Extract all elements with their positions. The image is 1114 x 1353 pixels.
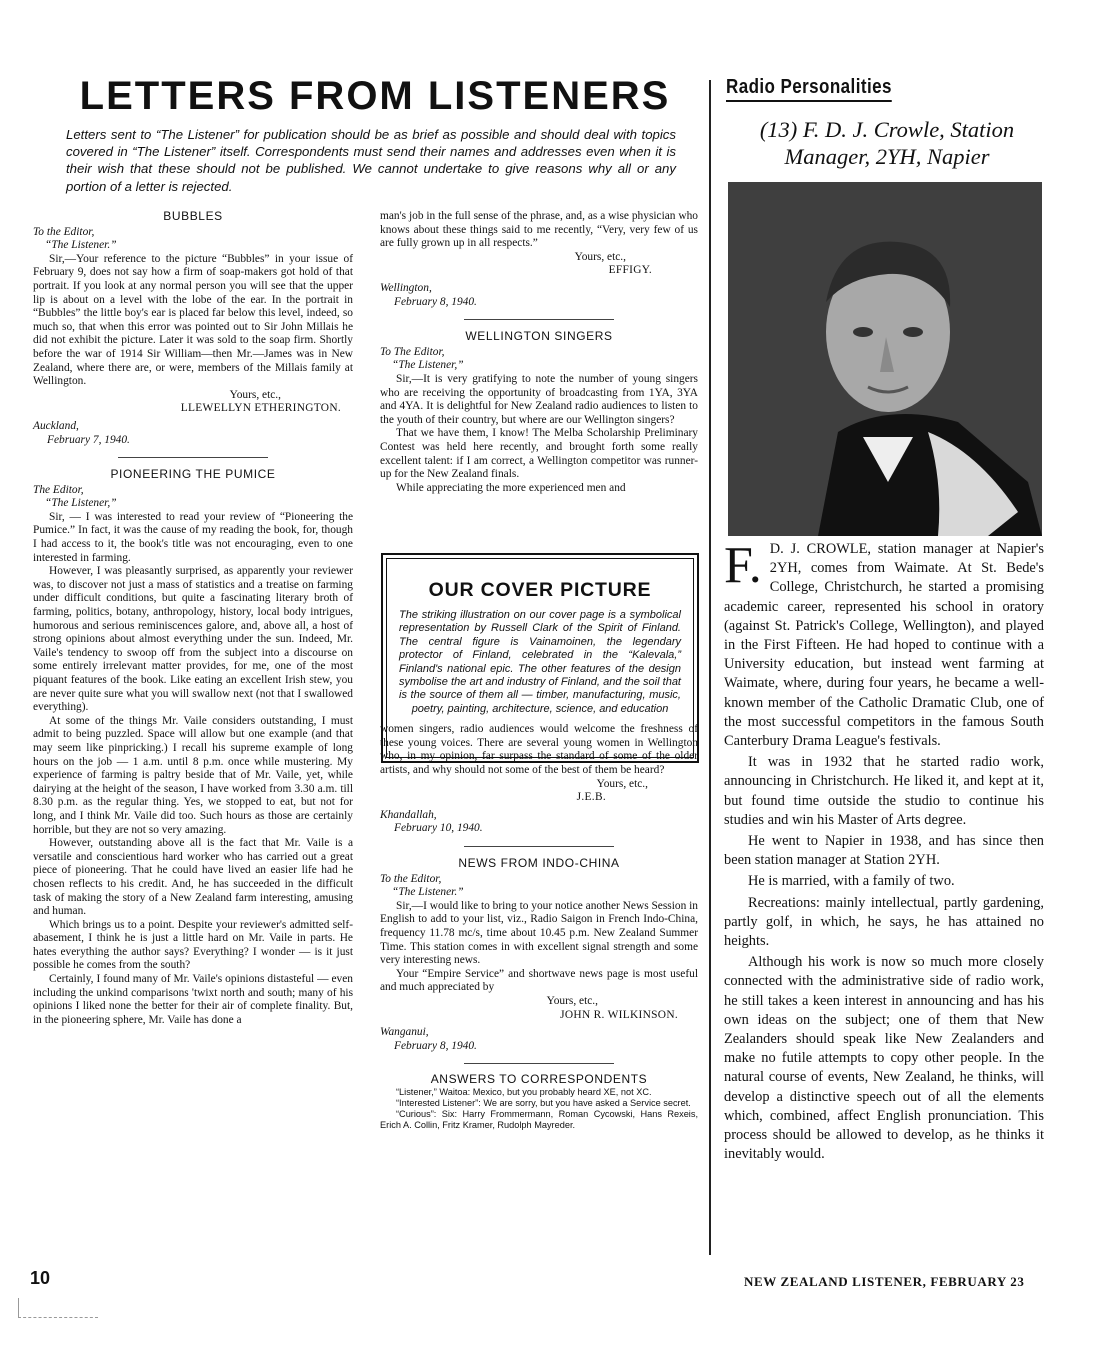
answers-section: [380, 1074, 698, 1131]
letter-paragraph: Sir,—I would like to bring to your notice another News Session in English to add to your list, viz., Radio Saigon in French Indo-China, frequency 11.78 mc/s, time about 10.45 p.m. New Zealand Summer Time. This station comes in with excellent signal strength and some very interesting news.: [380, 899, 698, 967]
letter-indochina: [380, 857, 698, 1053]
letter-heading: BUBBLES: [163, 209, 223, 223]
sign-off: Yours, etc.,: [574, 250, 626, 263]
letter-paragraph: However, I was pleasantly surprised, as apparently your reviewer was, to discover not just a mass of statistics and a treatise on farming under difficult conditions, but quite a fascinating literary broth of farming, politics, botany, anthropology, history, local body intrigues, humorous and serious reminiscences galore, and, above all, a host of strong opinions about almost everything under the sun. Indeed, Mr. Vaile's tendency to swoop off from the subject into a discourse on some entirely irrelevant matter provides, for me, one of the most piquant features of the book. Like eating an excellent Irish stew, you are never quite sure what you will swallow next (not that I swallowed everything).: [33, 565, 353, 714]
salutation-sub: “The Listener,”: [392, 359, 464, 372]
letter-paragraph: However, outstanding above all is the fact that Mr. Vaile is a versatile and conscientious hard worker who has carried out a great piece of pioneering. That he could have lived an easier life had he chosen reflects to his credit. And, he has succeeded in the difficult task of making the story of a New Zealand farm interesting, amusing and human.: [33, 837, 353, 918]
divider: [464, 1063, 614, 1064]
letter-place: Wellington,: [380, 281, 432, 294]
letter-paragraph: At some of the things Mr. Vaile considers outstanding, I must admit to being puzzled. Space will allow but one example (and that may seem like pinpricking.) I recall his supreme example of long hours on the job — 1 a.m. until 8 p.m. once while mustering. My experience of farming is paltry beside that of Mr. Vaile, yet, while dairying at the height of the season, I have worked from 3.30 a.m. till 8.30 p.m. as the regular thing. Yes, we stopped to eat, but not for long, and I think Mr. Vaile did too. Such hours as those are certainly horrible, but they are not so very amazing.: [33, 714, 353, 836]
article-paragraph: He went to Napier in 1938, and has since then been station manager at Station 2YH.: [724, 833, 1044, 869]
letter-place: Auckland,: [33, 419, 79, 432]
divider: [118, 457, 268, 458]
signer-name: J.E.B.: [576, 791, 606, 804]
page-title: LETTERS FROM LISTENERS: [79, 74, 671, 118]
letter-paragraph: Sir, — I was interested to read your review of “Pioneering the Pumice.” In fact, it was the cause of my reading the book, for, though I had access to it, the book's title was not encouraging, even to one interested in farming.: [33, 510, 353, 564]
sign-off: Yours, etc.,: [596, 777, 648, 790]
column-rule: [709, 80, 711, 1255]
page-number: 10: [30, 1268, 51, 1288]
signer-name: EFFIGY.: [608, 264, 652, 277]
letter-body: Sir,—Your reference to the picture “Bubbles” in your issue of February 9, does not say how a firm of soap-makers got hold of that portrait. If you look at any normal person you will see that the upper lip is about on a level with the lobe of the ear. In the portrait in “Bubbles” the little boy's ear is placed far below this level, indeed, so much so, that when this error was pointed out to Sir John Millais he did not exhibit the picture. Later it was sold to the soap firm. Shortly before the war of 1914 Sir William—then Mr.—James was in New Zealand, where there are, or were, members of the Millais family at Wellington.: [33, 252, 353, 388]
salutation-sub: “The Listener.”: [45, 239, 117, 252]
letter-paragraph: Certainly, I found many of Mr. Vaile's opinions distasteful — even including the unkind comparisons 'twixt north and south; many of his opinions I liked none the better for their air of complete finality. But, in the pioneering sphere, Mr. Vaile has done a: [33, 973, 353, 1026]
salutation: To the Editor,: [380, 872, 442, 885]
letter-pumice: [33, 468, 353, 1027]
letter-place: Khandallah,: [380, 808, 437, 821]
article-paragraph: It was in 1932 that he started radio work, announcing in Christchurch. He liked it, and kept at it, but found time outside the studio to continue his studies and win his Master of Arts degree.: [724, 754, 1044, 828]
letter-paragraph: women singers, radio audiences would welcome the freshness of these young voices. There are several young women in Wellington who, in my opinion, far surpass the standard of some of the older artists, and why should not some of the best of them be heard?: [380, 723, 698, 777]
intro-note: Letters sent to “The Listener” for publication should be as brief as possible and should deal with topics covered in “The Listener” itself. Correspondents must send their names and addresses even when it is their wish that these should not be published. We cannot undertake to give reasons why all or any portion of a letter is rejected.: [66, 127, 676, 194]
letter-heading: NEWS FROM INDO-CHINA: [458, 856, 620, 871]
answer-item: “Curious”: Six: Harry Frommermann, Roman Cycowski, Hans Rexeis, Erich A. Collin, Fritz Kramer, Rudolph Mayreder.: [380, 1109, 698, 1131]
salutation-sub: “The Listener,”: [45, 497, 117, 510]
cover-title: OUR COVER PICTURE: [428, 579, 652, 601]
sign-off: Yours, etc.,: [229, 388, 281, 401]
article-paragraph: He is married, with a family of two.: [748, 873, 955, 890]
column-1: [33, 210, 353, 1027]
letter-paragraph: Sir,—It is very gratifying to note the number of young singers who are receiving the opportunity of broadcasting from 1YA, 3YA and 4YA. It is delightful for New Zealand radio audiences to listen to the youth of their country, but where are our Wellington singers?: [380, 372, 698, 426]
personality-subtitle: (13) F. D. J. Crowle, Station Manager, 2YH, Napier: [759, 117, 1015, 169]
article-paragraph: Although his work is now so much more closely connected with the administrative side of radio work, he still takes a keen interest in announcing and has his own ideas on the subject; one of them that New Zealanders should speak like New Zealanders and make no futile attempts to copy other people. In the natural course of events, New Zealand, he thinks, will develop a distinctive speech out of all the elements which, combined, affect English pronunciation. This process should be allowed to develop, as he thinks it inevitably would.: [724, 954, 1044, 1163]
answer-item: “Listener,” Waitoa: Mexico, but you probably heard XE, not XC.: [396, 1087, 652, 1098]
article-paragraph: [724, 537, 1044, 751]
crop-mark: [18, 1298, 98, 1318]
letter-paragraph: Your “Empire Service” and shortwave news page is most useful and much appreciated by: [380, 967, 698, 994]
salutation: To the Editor,: [33, 225, 95, 238]
letter-heading: PIONEERING THE PUMICE: [110, 467, 276, 482]
letter-place: Wanganui,: [380, 1026, 429, 1039]
letter-paragraph: While appreciating the more experienced men and: [396, 481, 626, 494]
letter-paragraph: Which brings us to a point. Despite your reviewer's admitted self-abasement, I think he is just a little hard on Mr. Vaile in parts. He hates everything the author says? Everything? I wonder — is it just possible he comes from the south?: [33, 918, 353, 972]
drop-cap: F.: [724, 537, 762, 594]
salutation-sub: “The Listener.”: [392, 886, 464, 899]
publication-footer: NEW ZEALAND LISTENER, FEBRUARY 23: [744, 1274, 1025, 1289]
section-title: Radio Personalities: [726, 76, 892, 102]
letter-date: February 7, 1940.: [47, 433, 130, 446]
answers-heading: ANSWERS TO CORRESPONDENTS: [430, 1072, 648, 1087]
letter-date: February 8, 1940.: [394, 295, 477, 308]
portrait-figure: [728, 182, 1042, 536]
signer-name: LLEWELLYN ETHERINGTON.: [180, 402, 341, 415]
cover-picture-box: [381, 553, 699, 763]
cover-text: The striking illustration on our cover page is a symbolical representation by Russell Clark of the Spirit of Finland. The central figure is Vainamoinen, the legendary protector of Finland, celebrated in the “Kalevala,” Finland's national epic. The other features of the design symbolise the art and industry of Finland, and the soil that is the source of them all — timber, manufacturing, music, poetry, painting, architecture, science, and education: [399, 609, 681, 715]
letter-bubbles: [33, 210, 353, 447]
article-lead: D. J. CROWLE, station manager at Napier's 2YH, comes from Waimate. At St. Bede's College, Christchurch, he started a promising academic career, represented his school in oratory (against St. Patrick's College, Wellington), and played in the First Fifteen. He had hoped to continue with a University education, but instead went farming at Waimate, where, during four years, he became a well-known member of the Catholic Dramatic Club, one of the most successful competitors in the famous South Canterbury Drama League's festivals.: [724, 541, 1044, 750]
signer-name: JOHN R. WILKINSON.: [560, 1008, 678, 1021]
letter-paragraph: That we have them, I know! The Melba Scholarship Preliminary Contest was held here recently, and brought forth some really excellent talent: if I am correct, a Wellington competitor was runner-up for the New Zealand finals.: [380, 427, 698, 481]
divider: [464, 319, 614, 320]
page-header: [60, 72, 690, 120]
portrait-photo: [728, 182, 1042, 536]
salutation: To The Editor,: [380, 345, 445, 358]
letter-date: February 8, 1940.: [394, 1039, 477, 1052]
cover-picture-inner: [386, 558, 694, 758]
sign-off: Yours, etc.,: [546, 994, 598, 1007]
answer-item: “Interested Listener”: We are sorry, but you have asked a Service secret.: [396, 1098, 691, 1109]
article-paragraph: Recreations: mainly intellectual, partly gardening, partly golf, in which, he says, he has attained no heights.: [724, 894, 1044, 950]
letter-paragraph: man's job in the full sense of the phrase, and, as a wise physician who knows about these things said to me recently, “Very, very few of us are fully grown up in all respects.”: [380, 210, 698, 250]
letter-date: February 10, 1940.: [394, 822, 483, 835]
divider: [464, 846, 614, 847]
salutation: The Editor,: [33, 483, 84, 496]
letter-heading: WELLINGTON SINGERS: [465, 329, 613, 344]
personality-article: [724, 537, 1044, 1167]
